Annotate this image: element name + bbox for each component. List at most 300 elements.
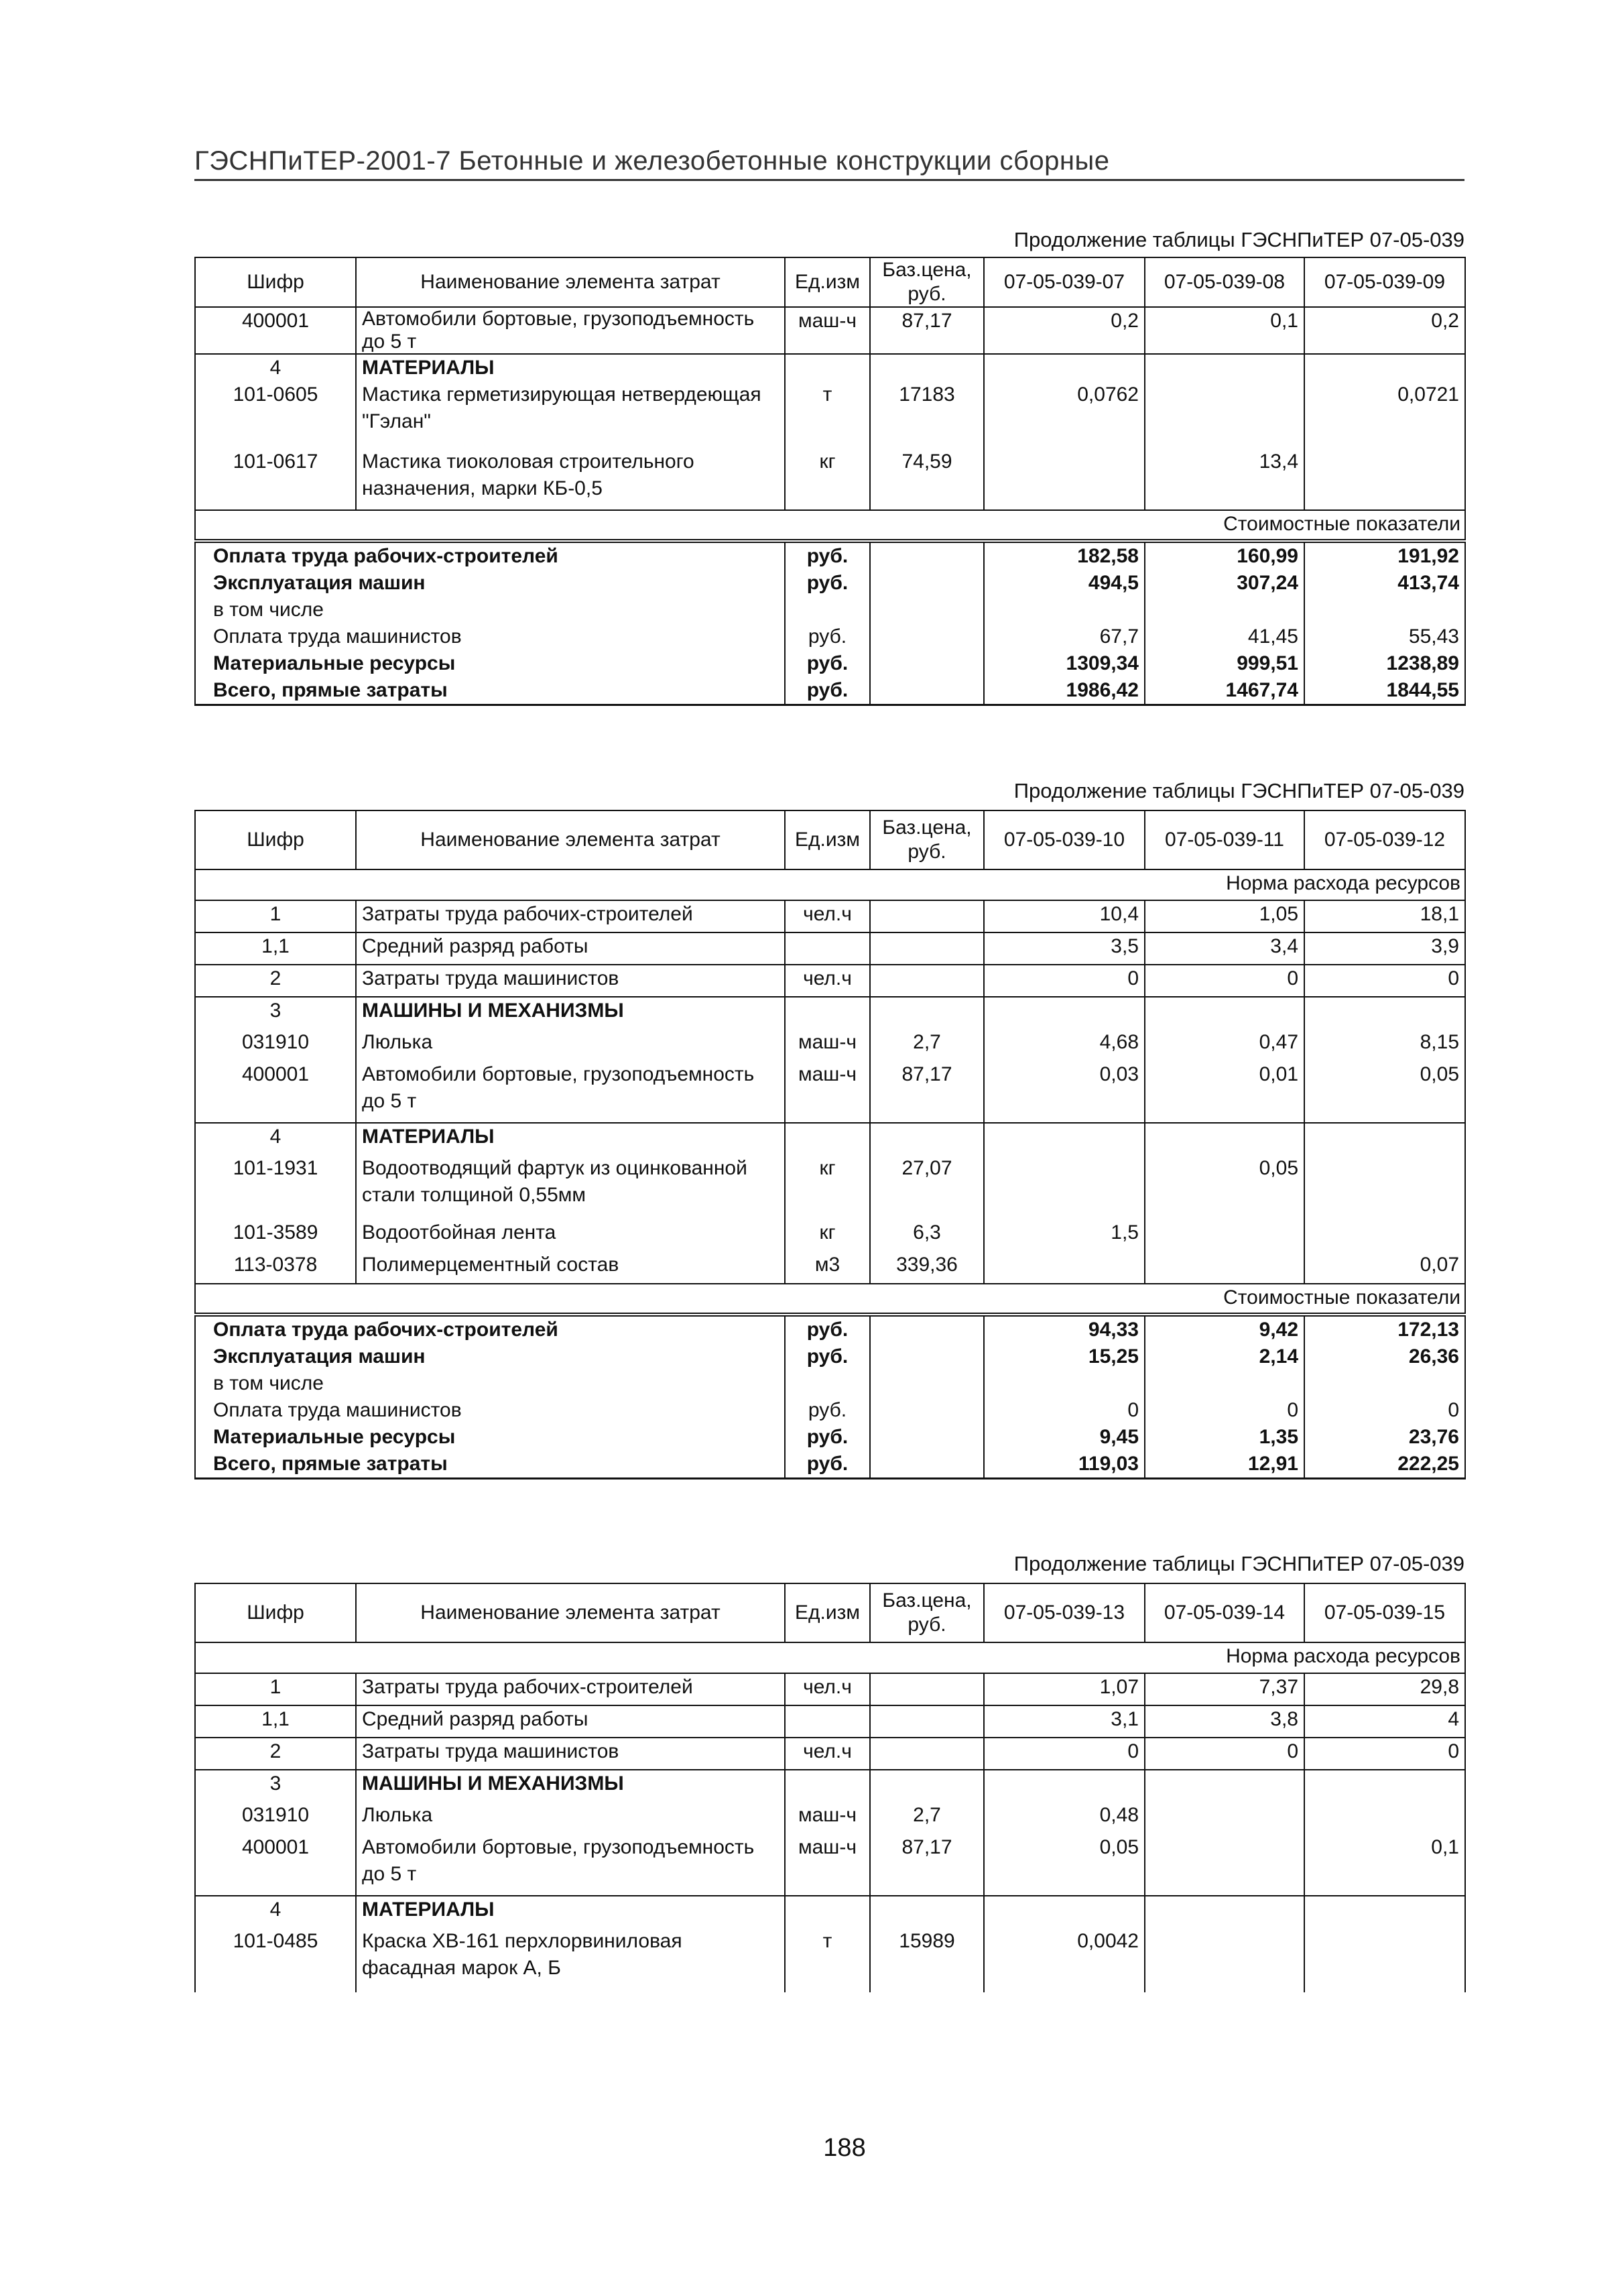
cost-value: 1,35 <box>1145 1424 1304 1451</box>
table-row <box>195 1834 1465 1896</box>
row-code: 101-1931 <box>195 1155 356 1219</box>
row-value <box>1145 1252 1304 1284</box>
row-base-price: 87,17 <box>870 1061 984 1123</box>
cost-row <box>195 1370 1465 1397</box>
row-unit <box>785 1123 870 1155</box>
cost-indicators-title: Стоимостные показатели <box>195 510 1465 540</box>
row-value <box>1145 381 1304 448</box>
table-row <box>195 1252 1465 1284</box>
row-base-price <box>870 1770 984 1802</box>
row-value: 0,47 <box>1145 1029 1304 1061</box>
table-row <box>195 381 1465 448</box>
row-name: МАШИНЫ И МЕХАНИЗМЫ <box>356 1770 785 1802</box>
column-header-code-1: 07-05-039-10 <box>984 810 1145 869</box>
row-unit: кг <box>785 448 870 510</box>
cost-unit: руб. <box>785 1451 870 1479</box>
row-value <box>1304 1928 1465 1992</box>
row-value <box>1145 1834 1304 1896</box>
section-title-row <box>195 1284 1465 1313</box>
row-value: 8,15 <box>1304 1029 1465 1061</box>
row-value: 1,5 <box>984 1219 1145 1252</box>
column-header-code-2: 07-05-039-08 <box>1145 257 1304 307</box>
cost-label: Оплата труда машинистов <box>195 623 785 650</box>
row-code: 1 <box>195 1673 356 1705</box>
row-name: МАТЕРИАЛЫ <box>356 354 785 381</box>
row-value <box>984 1770 1145 1802</box>
row-base-price: 87,17 <box>870 307 984 354</box>
row-value: 4,68 <box>984 1029 1145 1061</box>
row-code: 101-0605 <box>195 381 356 448</box>
column-header-code: Шифр <box>195 257 356 307</box>
column-header-code-2: 07-05-039-14 <box>1145 1583 1304 1642</box>
table-caption: Продолжение таблицы ГЭСНПиТЕР 07-05-039 <box>1013 779 1464 802</box>
row-name: Краска ХВ-161 перхлорвиниловая фасадная марок А, Б <box>356 1928 785 1992</box>
row-value: 0,07 <box>1304 1252 1465 1284</box>
row-name: Люлька <box>356 1029 785 1061</box>
cost-row <box>195 542 1465 570</box>
row-name: Средний разряд работы <box>356 932 785 965</box>
cost-row <box>195 1424 1465 1451</box>
cost-value: 9,45 <box>984 1424 1145 1451</box>
column-header-base-price: Баз.цена, руб. <box>870 1583 984 1642</box>
cost-value: 999,51 <box>1145 650 1304 677</box>
cost-label: Эксплуатация машин <box>195 570 785 597</box>
row-name: Затраты труда машинистов <box>356 1738 785 1770</box>
row-base-price <box>870 932 984 965</box>
page-number: 188 <box>823 2134 866 2162</box>
row-unit <box>785 997 870 1029</box>
row-unit <box>785 932 870 965</box>
row-value: 3,8 <box>1145 1705 1304 1738</box>
row-value <box>1145 1928 1304 1992</box>
row-value: 13,4 <box>1145 448 1304 510</box>
column-header-unit: Ед.изм <box>785 257 870 307</box>
cost-value: 0 <box>984 1397 1145 1424</box>
row-value <box>984 1155 1145 1219</box>
empty-cell <box>870 1370 984 1397</box>
table-row <box>195 1738 1465 1770</box>
row-value <box>1304 1802 1465 1834</box>
row-value <box>1145 1770 1304 1802</box>
row-code: 2 <box>195 1738 356 1770</box>
row-value: 3,1 <box>984 1705 1145 1738</box>
table-row <box>195 1029 1465 1061</box>
section-title-row <box>195 1642 1465 1673</box>
row-value: 0 <box>1304 1738 1465 1770</box>
row-name: Средний разряд работы <box>356 1705 785 1738</box>
empty-cell <box>870 1451 984 1479</box>
row-value <box>1304 1896 1465 1928</box>
row-name: Люлька <box>356 1802 785 1834</box>
row-value <box>1304 1123 1465 1155</box>
row-base-price <box>870 354 984 381</box>
row-name: Водоотбойная лента <box>356 1219 785 1252</box>
cost-value: 23,76 <box>1304 1424 1465 1451</box>
row-value <box>984 354 1145 381</box>
cost-unit: руб. <box>785 542 870 570</box>
cost-label: в том числе <box>195 1370 785 1397</box>
running-header: ГЭСНПиТЕР-2001-7 Бетонные и железобетонные конструкции сборные <box>194 146 1464 181</box>
row-value: 4 <box>1304 1705 1465 1738</box>
column-header-code: Шифр <box>195 1583 356 1642</box>
row-value: 0 <box>1304 965 1465 997</box>
row-unit: кг <box>785 1219 870 1252</box>
row-value <box>984 1252 1145 1284</box>
empty-cell <box>870 1397 984 1424</box>
empty-cell <box>870 623 984 650</box>
row-value: 0,2 <box>984 307 1145 354</box>
table-row <box>195 1673 1465 1705</box>
cost-label: Материальные ресурсы <box>195 1424 785 1451</box>
cost-value: 191,92 <box>1304 542 1465 570</box>
cost-row <box>195 677 1465 705</box>
row-name: МАТЕРИАЛЫ <box>356 1896 785 1928</box>
row-unit: маш-ч <box>785 307 870 354</box>
row-name: Затраты труда рабочих-строителей <box>356 1673 785 1705</box>
empty-cell <box>870 677 984 705</box>
cost-label: Всего, прямые затраты <box>195 677 785 705</box>
row-value <box>1304 997 1465 1029</box>
cost-value: 26,36 <box>1304 1343 1465 1370</box>
cost-value: 9,42 <box>1145 1316 1304 1343</box>
row-base-price: 87,17 <box>870 1834 984 1896</box>
row-base-price <box>870 997 984 1029</box>
column-header-name: Наименование элемента затрат <box>356 257 785 307</box>
cost-label: Материальные ресурсы <box>195 650 785 677</box>
table-row <box>195 1896 1465 1928</box>
cost-value: 307,24 <box>1145 570 1304 597</box>
row-unit <box>785 1705 870 1738</box>
table-row <box>195 1123 1465 1155</box>
cost-value: 0 <box>1304 1397 1465 1424</box>
row-value: 29,8 <box>1304 1673 1465 1705</box>
column-header-base-price: Баз.цена, руб. <box>870 810 984 869</box>
row-value: 0,05 <box>1304 1061 1465 1123</box>
cost-value: 119,03 <box>984 1451 1145 1479</box>
cost-unit: руб. <box>785 623 870 650</box>
table-caption: Продолжение таблицы ГЭСНПиТЕР 07-05-039 <box>1013 1552 1464 1575</box>
row-name: Мастика тиоколовая строительного назначения, марки КБ-0,5 <box>356 448 785 510</box>
cost-value: 172,13 <box>1304 1316 1465 1343</box>
column-header-name: Наименование элемента затрат <box>356 1583 785 1642</box>
row-unit <box>785 354 870 381</box>
column-header-code-3: 07-05-039-15 <box>1304 1583 1465 1642</box>
section-title-row <box>195 510 1465 540</box>
row-code: 400001 <box>195 307 356 354</box>
empty-cell <box>870 1316 984 1343</box>
row-value: 7,37 <box>1145 1673 1304 1705</box>
row-value: 10,4 <box>984 900 1145 932</box>
table-row <box>195 1061 1465 1123</box>
row-value <box>1304 354 1465 381</box>
row-value: 1,07 <box>984 1673 1145 1705</box>
cost-row <box>195 1343 1465 1370</box>
row-name: Полимерцементный состав <box>356 1252 785 1284</box>
empty-cell <box>870 597 984 623</box>
cost-row <box>195 570 1465 597</box>
cost-value: 1844,55 <box>1304 677 1465 705</box>
row-value: 0 <box>984 1738 1145 1770</box>
table-row <box>195 1770 1465 1802</box>
cost-value: 222,25 <box>1304 1451 1465 1479</box>
cost-value: 1238,89 <box>1304 650 1465 677</box>
cost-label: Эксплуатация машин <box>195 1343 785 1370</box>
cost-unit: руб. <box>785 1316 870 1343</box>
row-unit: маш-ч <box>785 1061 870 1123</box>
column-header-code-1: 07-05-039-07 <box>984 257 1145 307</box>
column-header-code-1: 07-05-039-13 <box>984 1583 1145 1642</box>
column-header-unit: Ед.изм <box>785 1583 870 1642</box>
row-code: 1 <box>195 900 356 932</box>
row-value <box>1145 354 1304 381</box>
cost-value: 15,25 <box>984 1343 1145 1370</box>
cost-unit: руб. <box>785 1343 870 1370</box>
row-value: 0,0721 <box>1304 381 1465 448</box>
cost-row <box>195 1397 1465 1424</box>
table-row <box>195 448 1465 510</box>
column-header-code-2: 07-05-039-11 <box>1145 810 1304 869</box>
row-value <box>984 1896 1145 1928</box>
row-name: Затраты труда рабочих-строителей <box>356 900 785 932</box>
table-row <box>195 354 1465 381</box>
empty-cell <box>870 542 984 570</box>
row-value: 0,0042 <box>984 1928 1145 1992</box>
cost-row <box>195 1451 1465 1479</box>
row-base-price: 6,3 <box>870 1219 984 1252</box>
row-value: 18,1 <box>1304 900 1465 932</box>
row-base-price <box>870 1705 984 1738</box>
table-row <box>195 997 1465 1029</box>
row-unit: чел.ч <box>785 1673 870 1705</box>
empty-cell <box>1145 1370 1304 1397</box>
row-base-price: 17183 <box>870 381 984 448</box>
row-unit: м3 <box>785 1252 870 1284</box>
empty-cell <box>870 570 984 597</box>
row-unit: маш-ч <box>785 1802 870 1834</box>
table-row <box>195 900 1465 932</box>
row-value: 3,4 <box>1145 932 1304 965</box>
row-name: МАТЕРИАЛЫ <box>356 1123 785 1155</box>
row-value: 0 <box>1145 1738 1304 1770</box>
row-code: 031910 <box>195 1029 356 1061</box>
table-header-row <box>195 1583 1465 1642</box>
cost-value: 1467,74 <box>1145 677 1304 705</box>
empty-cell <box>870 1424 984 1451</box>
empty-cell <box>870 650 984 677</box>
table-caption: Продолжение таблицы ГЭСНПиТЕР 07-05-039 <box>1013 228 1464 251</box>
cost-value: 160,99 <box>1145 542 1304 570</box>
column-header-unit: Ед.изм <box>785 810 870 869</box>
norm-title: Норма расхода ресурсов <box>195 1642 1465 1673</box>
row-code: 1,1 <box>195 932 356 965</box>
row-unit: т <box>785 381 870 448</box>
cost-value: 1986,42 <box>984 677 1145 705</box>
cost-value: 1309,34 <box>984 650 1145 677</box>
cost-label: Оплата труда рабочих-строителей <box>195 1316 785 1343</box>
column-header-name: Наименование элемента затрат <box>356 810 785 869</box>
cost-row <box>195 597 1465 623</box>
row-base-price <box>870 1896 984 1928</box>
row-value: 0,05 <box>984 1834 1145 1896</box>
row-value: 0 <box>984 965 1145 997</box>
cost-unit: руб. <box>785 1397 870 1424</box>
empty-cell <box>785 1370 870 1397</box>
cost-value: 0 <box>1145 1397 1304 1424</box>
resource-table-3 <box>194 1583 1466 1992</box>
cost-value: 41,45 <box>1145 623 1304 650</box>
row-value <box>1304 1219 1465 1252</box>
row-unit: кг <box>785 1155 870 1219</box>
resource-table-1 <box>194 257 1466 706</box>
row-base-price <box>870 1673 984 1705</box>
cost-indicators-title: Стоимостные показатели <box>195 1284 1465 1313</box>
row-base-price <box>870 900 984 932</box>
row-value <box>1145 1219 1304 1252</box>
row-value: 0,03 <box>984 1061 1145 1123</box>
row-code: 400001 <box>195 1061 356 1123</box>
row-value: 3,9 <box>1304 932 1465 965</box>
empty-cell <box>1304 597 1465 623</box>
row-unit <box>785 1896 870 1928</box>
row-value: 0,48 <box>984 1802 1145 1834</box>
row-code: 101-3589 <box>195 1219 356 1252</box>
cost-label: Оплата труда машинистов <box>195 1397 785 1424</box>
row-value <box>1145 1802 1304 1834</box>
empty-cell <box>870 1343 984 1370</box>
row-value: 0,0762 <box>984 381 1145 448</box>
resource-table-2 <box>194 810 1466 1479</box>
empty-cell <box>785 597 870 623</box>
row-name: Автомобили бортовые, грузоподъемность до 5 т <box>356 1061 785 1123</box>
cost-label: в том числе <box>195 597 785 623</box>
row-unit: маш-ч <box>785 1834 870 1896</box>
row-value: 0,2 <box>1304 307 1465 354</box>
row-code: 3 <box>195 1770 356 1802</box>
cost-unit: руб. <box>785 1424 870 1451</box>
row-unit: чел.ч <box>785 965 870 997</box>
row-value <box>984 1123 1145 1155</box>
row-name: Автомобили бортовые, грузоподъемность до 5 т <box>356 307 785 354</box>
row-code: 3 <box>195 997 356 1029</box>
norm-title: Норма расхода ресурсов <box>195 869 1465 900</box>
cost-value: 494,5 <box>984 570 1145 597</box>
column-header-code: Шифр <box>195 810 356 869</box>
row-unit: чел.ч <box>785 900 870 932</box>
row-name: Мастика герметизирующая нетвердеющая "Гэлан" <box>356 381 785 448</box>
row-base-price: 2,7 <box>870 1029 984 1061</box>
column-header-code-3: 07-05-039-09 <box>1304 257 1465 307</box>
row-base-price: 74,59 <box>870 448 984 510</box>
cost-value: 413,74 <box>1304 570 1465 597</box>
row-code: 101-0485 <box>195 1928 356 1992</box>
row-name: Водоотводящий фартук из оцинкованной стали толщиной 0,55мм <box>356 1155 785 1219</box>
cost-label: Всего, прямые затраты <box>195 1451 785 1479</box>
table-row <box>195 1705 1465 1738</box>
row-unit <box>785 1770 870 1802</box>
cost-row <box>195 623 1465 650</box>
row-value <box>1304 1155 1465 1219</box>
row-name: МАШИНЫ И МЕХАНИЗМЫ <box>356 997 785 1029</box>
table-row <box>195 1928 1465 1992</box>
row-code: 4 <box>195 354 356 381</box>
row-value: 0,1 <box>1304 1834 1465 1896</box>
row-value: 0 <box>1145 965 1304 997</box>
table-row <box>195 1802 1465 1834</box>
row-code: 031910 <box>195 1802 356 1834</box>
cost-row <box>195 1316 1465 1343</box>
row-value <box>1304 1770 1465 1802</box>
row-base-price <box>870 1738 984 1770</box>
row-base-price: 2,7 <box>870 1802 984 1834</box>
row-code: 113-0378 <box>195 1252 356 1284</box>
table-row <box>195 965 1465 997</box>
section-title-row <box>195 869 1465 900</box>
row-base-price <box>870 1123 984 1155</box>
cost-unit: руб. <box>785 650 870 677</box>
row-code: 4 <box>195 1123 356 1155</box>
empty-cell <box>984 597 1145 623</box>
row-value <box>984 997 1145 1029</box>
cost-value: 67,7 <box>984 623 1145 650</box>
row-name: Автомобили бортовые, грузоподъемность до 5 т <box>356 1834 785 1896</box>
row-base-price: 15989 <box>870 1928 984 1992</box>
column-header-code-3: 07-05-039-12 <box>1304 810 1465 869</box>
row-code: 4 <box>195 1896 356 1928</box>
row-value: 1,05 <box>1145 900 1304 932</box>
cost-value: 94,33 <box>984 1316 1145 1343</box>
cost-label: Оплата труда рабочих-строителей <box>195 542 785 570</box>
row-name: Затраты труда машинистов <box>356 965 785 997</box>
row-value <box>1145 1123 1304 1155</box>
table-header-row <box>195 257 1465 307</box>
cost-unit: руб. <box>785 677 870 705</box>
row-code: 1,1 <box>195 1705 356 1738</box>
row-base-price <box>870 965 984 997</box>
empty-cell <box>1145 597 1304 623</box>
cost-value: 2,14 <box>1145 1343 1304 1370</box>
row-base-price: 339,36 <box>870 1252 984 1284</box>
empty-cell <box>1304 1370 1465 1397</box>
row-code: 400001 <box>195 1834 356 1896</box>
cost-unit: руб. <box>785 570 870 597</box>
row-unit: маш-ч <box>785 1029 870 1061</box>
row-code: 101-0617 <box>195 448 356 510</box>
row-value <box>984 448 1145 510</box>
cost-row <box>195 650 1465 677</box>
cost-value: 182,58 <box>984 542 1145 570</box>
row-value <box>1145 997 1304 1029</box>
row-value <box>1145 1896 1304 1928</box>
table-row <box>195 1155 1465 1219</box>
column-header-base-price: Баз.цена, руб. <box>870 257 984 307</box>
table-row <box>195 307 1465 354</box>
cost-value: 55,43 <box>1304 623 1465 650</box>
row-value: 0,1 <box>1145 307 1304 354</box>
row-value <box>1304 448 1465 510</box>
row-value: 0,01 <box>1145 1061 1304 1123</box>
empty-cell <box>984 1370 1145 1397</box>
row-unit: т <box>785 1928 870 1992</box>
row-unit: чел.ч <box>785 1738 870 1770</box>
row-base-price: 27,07 <box>870 1155 984 1219</box>
table-row <box>195 932 1465 965</box>
cost-value: 12,91 <box>1145 1451 1304 1479</box>
row-code: 2 <box>195 965 356 997</box>
table-row <box>195 1219 1465 1252</box>
table-header-row <box>195 810 1465 869</box>
row-value: 0,05 <box>1145 1155 1304 1219</box>
row-value: 3,5 <box>984 932 1145 965</box>
